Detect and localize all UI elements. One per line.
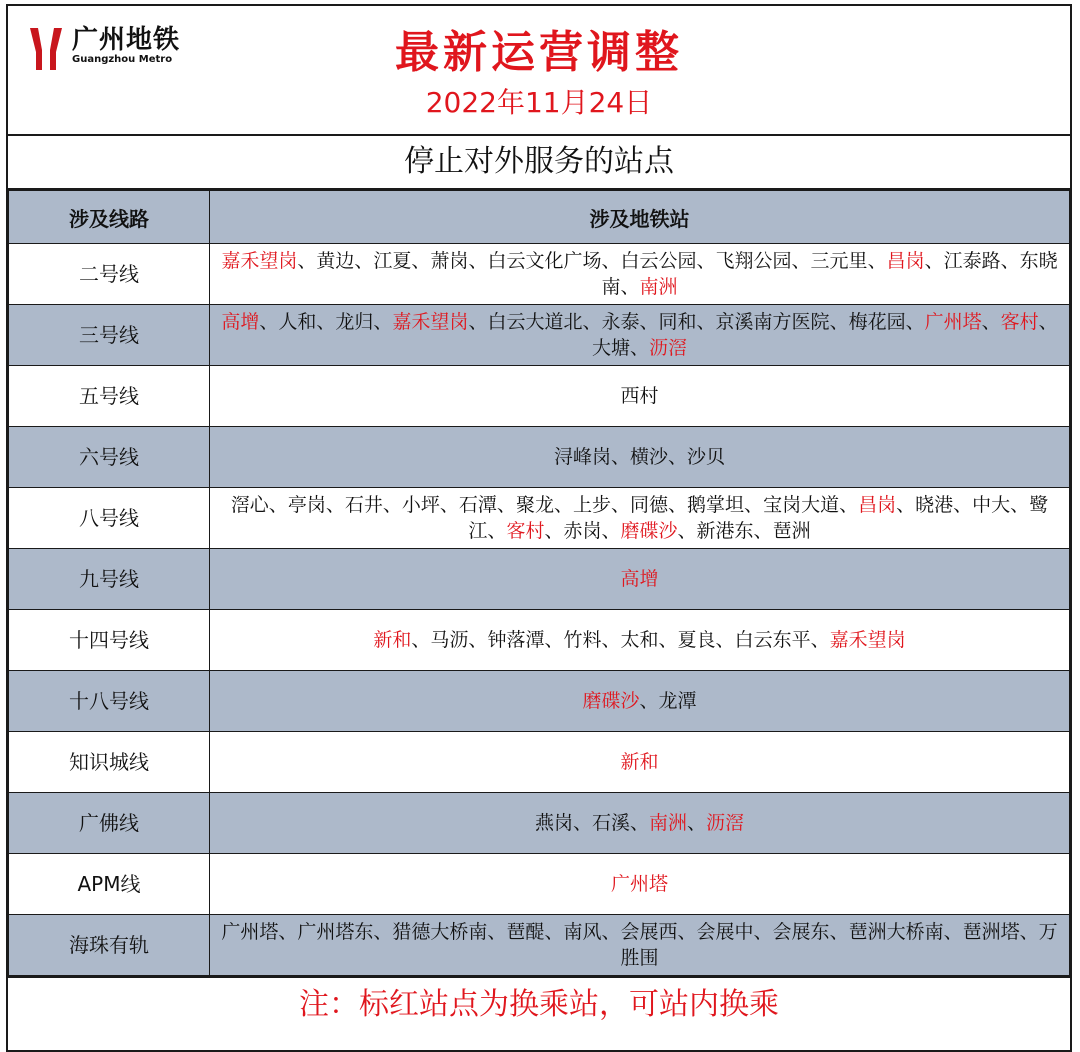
station: 飞翔公园 [715, 250, 792, 272]
separator: 、 [316, 311, 336, 333]
station: 琶洲塔 [962, 921, 1020, 943]
station: 西村 [620, 385, 659, 407]
stations-cell [210, 671, 1070, 732]
logo-english-text: Guangzhou Metro [72, 54, 173, 65]
station: 江夏 [373, 250, 412, 272]
station: 石潭 [458, 494, 497, 516]
station: 萧岗 [430, 250, 469, 272]
stations-cell [210, 305, 1070, 366]
station: 宝岗大道 [763, 494, 840, 516]
station: 会展中 [696, 921, 754, 943]
table-row [9, 549, 1070, 610]
stations-cell [210, 793, 1070, 854]
station: 石溪 [591, 812, 630, 834]
separator: 、 [411, 250, 431, 272]
station: 同德 [630, 494, 669, 516]
station: 白云文化广场 [487, 250, 602, 272]
transfer-station: 磨碟沙 [582, 690, 640, 712]
logo-chinese-text: 广州地铁 [72, 25, 181, 55]
station: 亭岗 [287, 494, 326, 516]
separator: 、 [677, 921, 697, 943]
separator: 、 [924, 250, 944, 272]
separator: 、 [468, 629, 488, 651]
line-name-cell: 广佛线 [9, 793, 210, 854]
stations-cell [210, 549, 1070, 610]
closed-stations-table [8, 190, 1070, 976]
station: 赤岗 [563, 520, 602, 542]
table-row [9, 488, 1070, 549]
separator: 、 [943, 921, 963, 943]
separator: 、 [601, 629, 621, 651]
table-row [9, 366, 1070, 427]
station: 鹅掌坦 [687, 494, 745, 516]
separator: 、 [905, 311, 925, 333]
transfer-station: 高增 [221, 311, 260, 333]
line-name-cell: 海珠有轨 [9, 915, 210, 976]
separator: 、 [259, 311, 279, 333]
announcement-sheet [6, 4, 1072, 1052]
table-row [9, 305, 1070, 366]
separator: 、 [829, 921, 849, 943]
station: 竹料 [563, 629, 602, 651]
station: 永泰 [601, 311, 640, 333]
separator: 、 [1010, 494, 1030, 516]
station: 中大 [972, 494, 1011, 516]
table-body [9, 244, 1070, 976]
line-name-cell: 五号线 [9, 366, 210, 427]
table-row [9, 671, 1070, 732]
table-row [9, 610, 1070, 671]
stations-cell [210, 244, 1070, 305]
station: 龙归 [335, 311, 374, 333]
station: 京溪南方医院 [715, 311, 830, 333]
separator: 、 [278, 921, 298, 943]
separator: 、 [696, 311, 716, 333]
separator: 、 [544, 921, 564, 943]
announcement-date: 2022年11月24日 [425, 86, 653, 119]
station: 南风 [563, 921, 602, 943]
line-name-cell: 知识城线 [9, 732, 210, 793]
separator: 、 [601, 520, 621, 542]
station: 梅花园 [848, 311, 906, 333]
station: 横沙 [629, 446, 668, 468]
station: 聚龙 [515, 494, 554, 516]
separator: 、 [373, 921, 393, 943]
station: 黄边 [316, 250, 355, 272]
station: 龙潭 [658, 690, 697, 712]
station: 浔峰岗 [553, 446, 611, 468]
separator: 、 [839, 494, 859, 516]
station: 万胜围 [620, 921, 1058, 969]
separator: 、 [268, 494, 288, 516]
station: 同和 [658, 311, 697, 333]
station: 夏良 [677, 629, 716, 651]
separator: 、 [411, 629, 431, 651]
separator: 、 [1038, 311, 1058, 333]
station: 石井 [344, 494, 383, 516]
table-header-row [9, 191, 1070, 244]
station: 琶醍 [506, 921, 545, 943]
transfer-station: 沥滘 [706, 812, 745, 834]
station: 白云大道北 [487, 311, 583, 333]
separator: 、 [373, 311, 393, 333]
station: 太和 [620, 629, 659, 651]
separator: 、 [297, 250, 317, 272]
transfer-station: 广州塔 [924, 311, 982, 333]
separator: 、 [601, 921, 621, 943]
stations-cell [210, 915, 1070, 976]
transfer-station: 新和 [620, 751, 659, 773]
transfer-station: 客村 [1000, 311, 1039, 333]
transfer-station: 广州塔 [610, 873, 668, 895]
transfer-station: 南洲 [639, 276, 678, 298]
separator: 、 [668, 446, 688, 468]
transfer-station: 昌岗 [886, 250, 925, 272]
separator: 、 [896, 494, 916, 516]
separator: 、 [620, 276, 640, 298]
separator: 、 [639, 311, 659, 333]
station: 琶洲大桥南 [848, 921, 944, 943]
stations-cell [210, 366, 1070, 427]
separator: 、 [468, 311, 488, 333]
station: 东晓南 [601, 250, 1058, 298]
separator: 、 [629, 812, 649, 834]
stations-cell [210, 610, 1070, 671]
station: 燕岗 [534, 812, 573, 834]
station: 钟落潭 [487, 629, 545, 651]
separator: 、 [382, 494, 402, 516]
separator: 、 [610, 446, 630, 468]
stations-cell [210, 854, 1070, 915]
table-row [9, 732, 1070, 793]
station: 人和 [278, 311, 317, 333]
separator: 、 [629, 337, 649, 359]
separator: 、 [981, 311, 1001, 333]
column-header-line: 涉及线路 [9, 191, 210, 244]
separator: 、 [753, 921, 773, 943]
separator: 、 [753, 520, 773, 542]
stations-cell [210, 488, 1070, 549]
separator: 、 [668, 494, 688, 516]
station: 鹭江 [468, 494, 1049, 542]
line-name-cell: 十八号线 [9, 671, 210, 732]
transfer-station: 嘉禾望岗 [392, 311, 469, 333]
header [8, 6, 1070, 136]
separator: 、 [658, 629, 678, 651]
section-title: 停止对外服务的站点 [8, 136, 1070, 190]
separator: 、 [1000, 250, 1020, 272]
station: 滘心 [230, 494, 269, 516]
station: 会展东 [772, 921, 830, 943]
station: 江泰路 [943, 250, 1001, 272]
transfer-station: 嘉禾望岗 [829, 629, 906, 651]
separator: 、 [829, 311, 849, 333]
separator: 、 [496, 494, 516, 516]
separator: 、 [439, 494, 459, 516]
separator: 、 [639, 690, 659, 712]
separator: 、 [601, 250, 621, 272]
station: 大塘 [591, 337, 630, 359]
transfer-station: 客村 [506, 520, 545, 542]
transfer-station: 昌岗 [858, 494, 897, 516]
line-name-cell: 三号线 [9, 305, 210, 366]
station: 会展西 [620, 921, 678, 943]
separator: 、 [544, 629, 564, 651]
transfer-station: 磨碟沙 [620, 520, 678, 542]
transfer-station: 南洲 [649, 812, 688, 834]
separator: 、 [677, 520, 697, 542]
separator: 、 [544, 520, 564, 542]
separator: 、 [1019, 921, 1039, 943]
page-title: 最新运营调整 [395, 27, 683, 78]
separator: 、 [572, 812, 592, 834]
line-name-cell: APM线 [9, 854, 210, 915]
table-row [9, 244, 1070, 305]
station: 三元里 [810, 250, 868, 272]
separator: 、 [487, 921, 507, 943]
station: 小坪 [401, 494, 440, 516]
separator: 、 [810, 629, 830, 651]
station: 新港东 [696, 520, 754, 542]
station: 广州塔 [221, 921, 279, 943]
separator: 、 [791, 250, 811, 272]
separator: 、 [325, 494, 345, 516]
separator: 、 [696, 250, 716, 272]
transfer-station: 沥滘 [649, 337, 688, 359]
station: 白云东平 [734, 629, 811, 651]
separator: 、 [867, 250, 887, 272]
transfer-station: 嘉禾望岗 [221, 250, 298, 272]
table-row [9, 427, 1070, 488]
stations-cell [210, 427, 1070, 488]
separator: 、 [487, 520, 507, 542]
line-name-cell: 六号线 [9, 427, 210, 488]
station: 白云公园 [620, 250, 697, 272]
station: 琶洲 [772, 520, 811, 542]
table-row [9, 854, 1070, 915]
separator: 、 [610, 494, 630, 516]
transfer-station: 新和 [373, 629, 412, 651]
column-header-stations: 涉及地铁站 [210, 191, 1070, 244]
line-name-cell: 九号线 [9, 549, 210, 610]
line-name-cell: 十四号线 [9, 610, 210, 671]
station: 晓港 [915, 494, 954, 516]
separator: 、 [687, 812, 707, 834]
line-name-cell: 八号线 [9, 488, 210, 549]
separator: 、 [553, 494, 573, 516]
separator: 、 [744, 494, 764, 516]
line-name-cell: 二号线 [9, 244, 210, 305]
footnote: 注：标红站点为换乘站，可站内换乘 [8, 976, 1070, 1032]
separator: 、 [953, 494, 973, 516]
station: 沙贝 [687, 446, 726, 468]
separator: 、 [715, 629, 735, 651]
stations-cell [210, 732, 1070, 793]
table-row [9, 793, 1070, 854]
separator: 、 [468, 250, 488, 272]
separator: 、 [582, 311, 602, 333]
table-row [9, 915, 1070, 976]
station: 猎德大桥南 [392, 921, 488, 943]
station: 广州塔东 [297, 921, 374, 943]
station: 上步 [572, 494, 611, 516]
transfer-station: 高增 [620, 568, 659, 590]
station: 马沥 [430, 629, 469, 651]
separator: 、 [354, 250, 374, 272]
